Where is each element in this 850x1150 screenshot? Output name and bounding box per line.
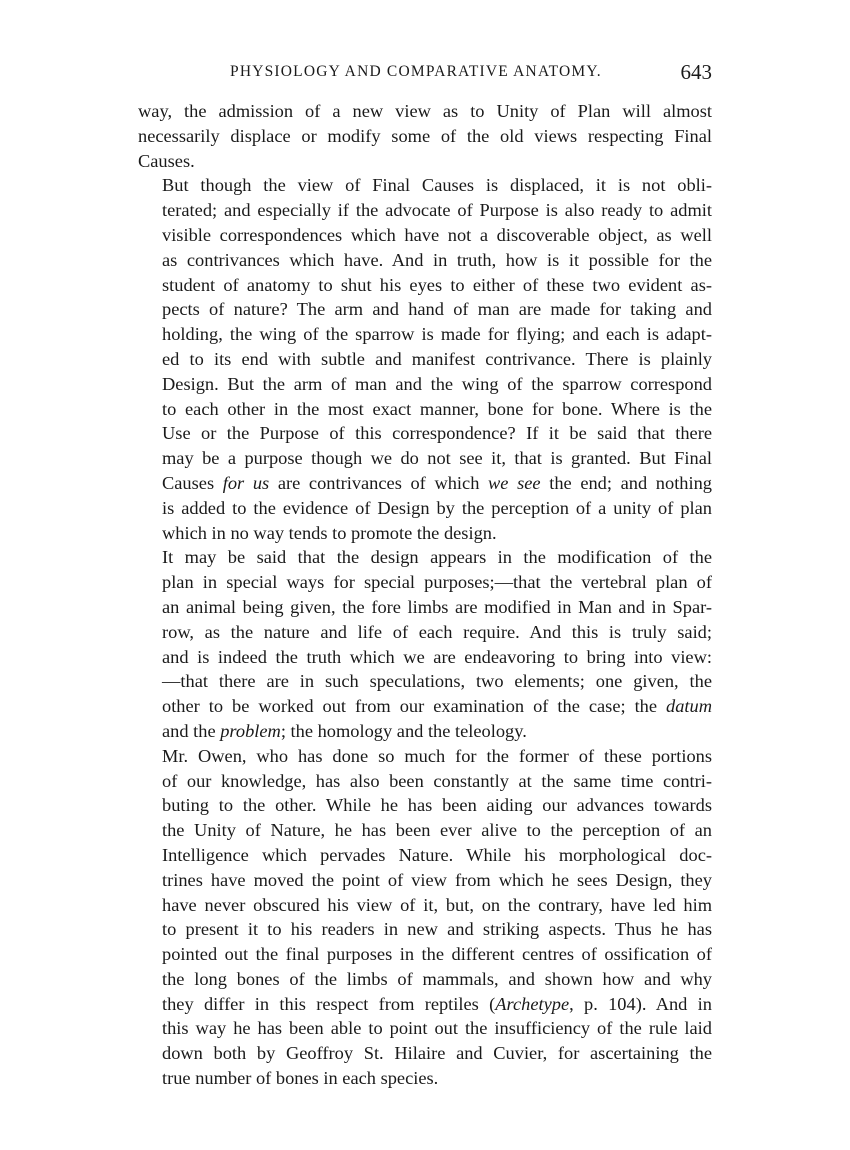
text-line: and is indeed the truth which we are endeavoring to bring into view: <box>162 646 712 667</box>
text-line: to each other in the most exact manner, bone for bone. Where is the <box>162 398 712 419</box>
text-line: visible correspondences which have not a discoverable object, as well <box>162 224 712 245</box>
text-line: Use or the Purpose of this correspondence? If it be said that there <box>162 423 712 444</box>
text-line: trines have moved the point of view from which he sees Design, they <box>162 869 712 890</box>
italic-text: datum <box>666 696 712 717</box>
text-line: Design. But the arm of man and the wing of the sparrow correspond <box>162 373 712 394</box>
italic-text: problem <box>220 720 281 741</box>
text-line: to present it to his readers in new and striking aspects. Thus he has <box>162 919 712 940</box>
text-line: pointed out the final purposes in the different centres of ossification of <box>162 944 712 965</box>
text-line: Causes for us are contrivances of which we see the end; and nothing <box>162 472 712 493</box>
text-line: way, the admission of a new view as to Unity of Plan will almost <box>138 101 712 121</box>
text-line: other to be worked out from our examination of the case; the datum <box>162 696 712 717</box>
text-line: It may be said that the design appears in the modification of the <box>162 547 712 568</box>
text-line: holding, the wing of the sparrow is made for flying; and each is adapt- <box>162 324 712 345</box>
body-text <box>138 99 712 1091</box>
text-line: plan in special ways for special purposes;—that the vertebral plan of <box>162 572 712 593</box>
text-line: terated; and especially if the advocate of Purpose is also ready to admit <box>162 200 712 221</box>
text-line: may be a purpose though we do not see it, that is granted. But Final <box>162 448 712 469</box>
paragraph-2 <box>138 173 712 545</box>
text-line: this way he has been able to point out the insufficiency of the rule laid <box>162 1018 712 1039</box>
text-line: pects of nature? The arm and hand of man are made for taking and <box>162 299 712 320</box>
text-line: buting to the other. While he has been aiding our advances towards <box>162 795 712 816</box>
italic-text: Archetype <box>495 993 570 1014</box>
text-line: they differ in this respect from reptiles (Archetype, p. 104). And in <box>162 993 712 1014</box>
text-line: which in no way tends to promote the design. <box>162 522 497 543</box>
text-line: as contrivances which have. And in truth, how is it possible for the <box>162 249 712 270</box>
text-line: have never obscured his view of it, but, on the contrary, have led him <box>162 894 712 915</box>
italic-text: for us <box>222 472 270 493</box>
text-line: row, as the nature and life of each require. And this is truly said; <box>162 621 712 642</box>
text-line: But though the view of Final Causes is displaced, it is not obli- <box>162 175 712 196</box>
running-head: PHYSIOLOGY AND COMPARATIVE ANATOMY. <box>230 63 602 80</box>
text-line: an animal being given, the fore limbs are modified in Man and in Spar- <box>162 596 712 617</box>
paragraph-3 <box>138 545 712 743</box>
text-line: ed to its end with subtle and manifest contrivance. There is plainly <box>162 348 712 369</box>
text-line: Causes. <box>138 150 195 171</box>
text-line: Mr. Owen, who has done so much for the former of these portions <box>162 745 712 766</box>
text-line: true number of bones in each species. <box>162 1068 439 1089</box>
text-line: Intelligence which pervades Nature. While his morphological doc- <box>162 844 712 865</box>
page-header <box>138 60 712 90</box>
text-line: student of anatomy to shut his eyes to either of these two evident as- <box>162 274 712 295</box>
text-line: of our knowledge, has also been constantly at the same time contri- <box>162 770 712 791</box>
page-number: 643 <box>680 60 712 84</box>
text-line: down both by Geoffroy St. Hilaire and Cuvier, for ascertaining the <box>162 1043 712 1064</box>
text-line: necessarily displace or modify some of the old views respecting Final <box>138 125 712 146</box>
text-line: —that there are in such speculations, two elements; one given, the <box>162 671 712 692</box>
text-line: and the problem; the homology and the teleology. <box>162 720 527 741</box>
text-line: the long bones of the limbs of mammals, and shown how and why <box>162 968 712 989</box>
paragraph-4 <box>138 744 712 1091</box>
text-line: is added to the evidence of Design by the perception of a unity of plan <box>162 497 712 518</box>
italic-text: we see <box>488 472 541 493</box>
paragraph-1 <box>138 99 712 173</box>
text-line: the Unity of Nature, he has been ever alive to the perception of an <box>162 820 712 841</box>
